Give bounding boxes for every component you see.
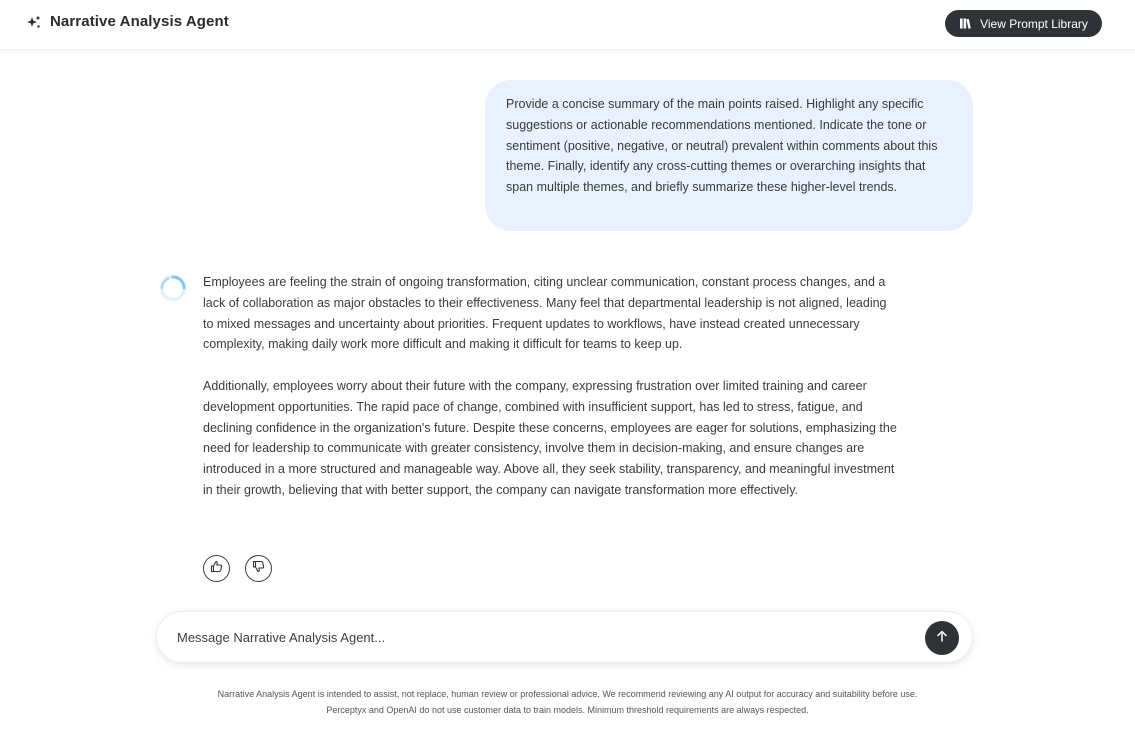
agent-avatar [157, 272, 189, 304]
thumbs-down-icon [252, 560, 265, 578]
brand [26, 13, 229, 30]
disclaimer-line: Perceptyx and OpenAI do not use customer data to train models. Minimum threshold requirements are always respected. [326, 705, 809, 715]
agent-paragraph: Employees are feeling the strain of ongoing transformation, citing unclear communication, constant process changes, and a lack of collaboration as major obstacles to their effectiveness. Many feel that departmental leadership is not aligned, leading to mixed messages and uncertainty about priorities. Frequent updates to workflows, have instead created unnecessary complexity, making daily work more difficult and making it difficult for teams to keep up. [203, 275, 887, 352]
app-title: Narrative Analysis Agent [50, 13, 229, 30]
thumbs-up-button[interactable] [203, 555, 230, 582]
app-header [0, 0, 1135, 50]
thumbs-up-icon [210, 560, 223, 578]
disclaimer-line: Narrative Analysis Agent is intended to assist, not replace, human review or professional advice. We recommend reviewing any AI output for accuracy and suitability before use. [217, 689, 918, 699]
arrow-up-icon [935, 629, 949, 648]
disclaimer [0, 686, 1135, 718]
library-icon [959, 17, 972, 30]
user-message-text: Provide a concise summary of the main points raised. Highlight any specific suggestions or actionable recommendations mentioned. Indicate the tone or sentiment (positive, negative, or neutral) prevalent within comments about this theme. Finally, identify any cross-cutting themes or overarching insights that span multiple themes, and briefly summarize these higher-level trends. [506, 97, 938, 195]
agent-paragraph: Additionally, employees worry about their future with the company, expressing frustration over limited training and career development opportunities. The rapid pace of change, combined with insufficient support, has led to stress, fatigue, and declining confidence in the organization's future. Despite these concerns, employees are eager for solutions, emphasizing the need for leadership to communicate with greater consistency, involve them in decision-making, and ensure changes are introduced in a more structured and manageable way. Above all, they seek stability, transparency, and meaningful investment in their growth, believing that with better support, the company can navigate transformation more effectively. [203, 378, 897, 497]
view-prompt-library-label: View Prompt Library [980, 16, 1088, 31]
send-button[interactable] [925, 621, 959, 655]
thumbs-down-button[interactable] [245, 555, 272, 582]
agent-response [203, 272, 898, 501]
view-prompt-library-button[interactable] [945, 10, 1102, 37]
user-message-bubble [485, 80, 973, 231]
message-input[interactable] [177, 612, 907, 662]
message-composer [156, 611, 973, 663]
sparkle-icon [26, 14, 42, 30]
